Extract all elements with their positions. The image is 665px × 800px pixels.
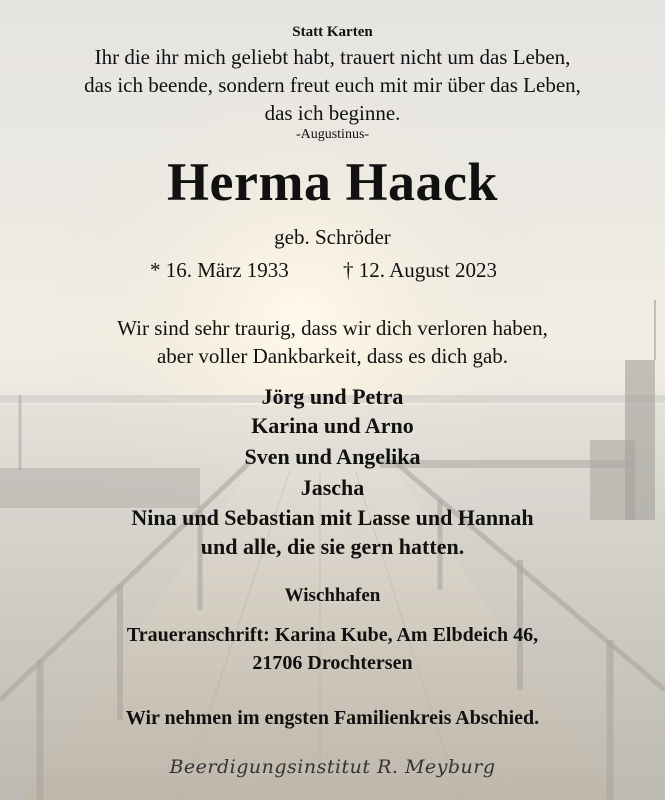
quote-line: das ich beende, sondern freut euch mit mir über das Leben, bbox=[84, 73, 581, 97]
place: Wischhafen bbox=[284, 585, 381, 606]
message-line: aber voller Dankbarkeit, dass es dich gab. bbox=[156, 344, 509, 368]
deceased-name: Herma Haack bbox=[167, 152, 498, 212]
quote-line: das ich beginne. bbox=[264, 101, 401, 125]
heading: Statt Karten bbox=[292, 24, 373, 40]
family-member: Nina und Sebastian mit Lasse und Hannah bbox=[131, 505, 534, 530]
family-member: und alle, die sie gern hatten. bbox=[200, 534, 465, 559]
message-line: Wir sind sehr traurig, dass wir dich verloren haben, bbox=[117, 316, 548, 340]
quote-line: Ihr die ihr mich geliebt habt, trauert nicht um das Leben, bbox=[94, 45, 571, 69]
death-date: † 12. August 2023 bbox=[343, 258, 498, 282]
birth-date: * 16. März 1933 bbox=[150, 258, 289, 282]
family-member: Jascha bbox=[300, 475, 365, 500]
family-member: Karina und Arno bbox=[251, 413, 414, 438]
address-line: Traueranschrift: Karina Kube, Am Elbdeich 46, bbox=[126, 624, 539, 646]
maiden-name: geb. Schröder bbox=[274, 225, 391, 249]
quote-author: -Augustinus- bbox=[295, 127, 370, 142]
family-member: Jörg und Petra bbox=[261, 384, 404, 409]
farewell: Wir nehmen im engsten Familienkreis Abschied. bbox=[125, 707, 540, 729]
address-line: 21706 Drochtersen bbox=[252, 652, 413, 674]
funeral-home-signature: Beerdigungsinstitut R. Meyburg bbox=[169, 756, 496, 778]
family-member: Sven und Angelika bbox=[244, 444, 421, 469]
